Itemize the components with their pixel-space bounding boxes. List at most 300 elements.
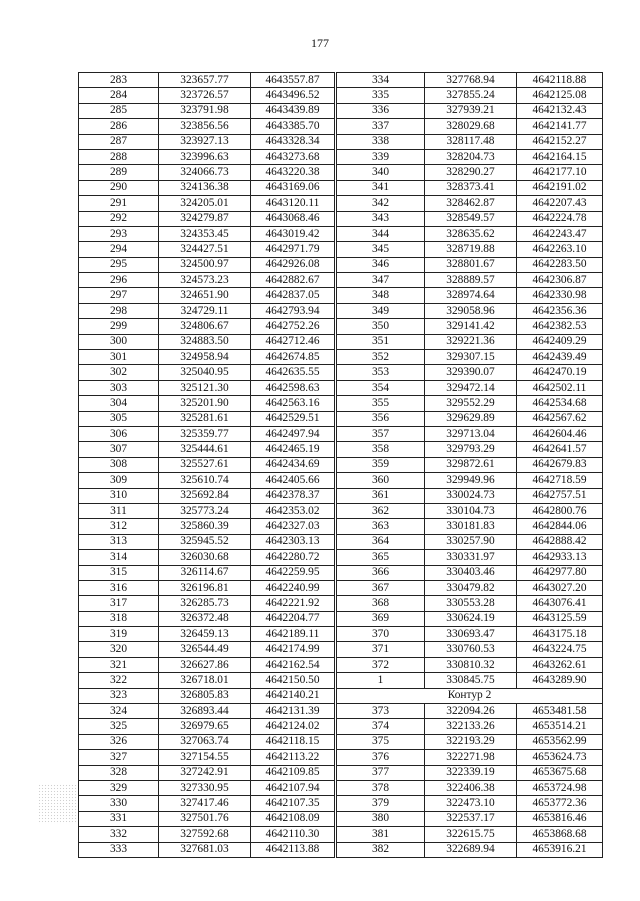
point-number: 310 xyxy=(79,488,159,503)
table-row xyxy=(79,796,335,811)
point-number: 300 xyxy=(79,334,159,349)
y-coordinate: 4642150.50 xyxy=(251,673,335,688)
x-coordinate: 329552.29 xyxy=(425,396,517,411)
y-coordinate: 4643262.61 xyxy=(517,657,603,672)
y-coordinate: 4642132.43 xyxy=(517,103,603,118)
table-row xyxy=(79,165,335,180)
table-row xyxy=(79,242,335,257)
point-number: 343 xyxy=(337,211,425,226)
y-coordinate: 4642439.49 xyxy=(517,350,603,365)
table-row xyxy=(79,73,335,88)
y-coordinate: 4643125.59 xyxy=(517,611,603,626)
y-coordinate: 4653514.21 xyxy=(517,719,603,734)
x-coordinate: 329390.07 xyxy=(425,365,517,380)
x-coordinate: 325444.61 xyxy=(159,442,251,457)
table-row xyxy=(337,242,603,257)
x-coordinate: 324573.23 xyxy=(159,273,251,288)
point-number: 370 xyxy=(337,627,425,642)
y-coordinate: 4642118.15 xyxy=(251,734,335,749)
table-row xyxy=(79,734,335,749)
table-row xyxy=(79,88,335,103)
point-number: 359 xyxy=(337,457,425,472)
y-coordinate: 4653772.36 xyxy=(517,796,603,811)
table-row xyxy=(337,704,603,719)
table-row xyxy=(79,503,335,518)
y-coordinate: 4642263.10 xyxy=(517,242,603,257)
x-coordinate: 326030.68 xyxy=(159,550,251,565)
table-row xyxy=(79,457,335,472)
point-number: 313 xyxy=(79,534,159,549)
point-number: 320 xyxy=(79,642,159,657)
y-coordinate: 4642125.08 xyxy=(517,88,603,103)
point-number: 321 xyxy=(79,657,159,672)
x-coordinate: 329141.42 xyxy=(425,319,517,334)
y-coordinate: 4642604.46 xyxy=(517,426,603,441)
x-coordinate: 324958.94 xyxy=(159,350,251,365)
point-number: 380 xyxy=(337,811,425,826)
x-coordinate: 325945.52 xyxy=(159,534,251,549)
y-coordinate: 4642177.10 xyxy=(517,165,603,180)
point-number: 328 xyxy=(79,765,159,780)
y-coordinate: 4642563.16 xyxy=(251,396,335,411)
y-coordinate: 4642409.29 xyxy=(517,334,603,349)
y-coordinate: 4653675.68 xyxy=(517,765,603,780)
table-row xyxy=(79,765,335,780)
table-row xyxy=(79,519,335,534)
x-coordinate: 325773.24 xyxy=(159,503,251,518)
point-number: 326 xyxy=(79,734,159,749)
point-number: 376 xyxy=(337,750,425,765)
x-coordinate: 330104.73 xyxy=(425,503,517,518)
point-number: 356 xyxy=(337,411,425,426)
y-coordinate: 4642882.67 xyxy=(251,273,335,288)
x-coordinate: 326114.67 xyxy=(159,565,251,580)
table-row xyxy=(337,642,603,657)
table-row xyxy=(79,380,335,395)
x-coordinate: 329629.89 xyxy=(425,411,517,426)
table-row xyxy=(79,811,335,826)
table-row xyxy=(337,457,603,472)
x-coordinate: 330760.53 xyxy=(425,642,517,657)
x-coordinate: 329793.29 xyxy=(425,442,517,457)
table-row xyxy=(79,365,335,380)
point-number: 283 xyxy=(79,73,159,88)
x-coordinate: 324353.45 xyxy=(159,226,251,241)
table-row xyxy=(337,288,603,303)
point-number: 335 xyxy=(337,88,425,103)
table-row xyxy=(79,196,335,211)
point-number: 336 xyxy=(337,103,425,118)
y-coordinate: 4642502.11 xyxy=(517,380,603,395)
coordinates-table-left xyxy=(78,72,335,858)
x-coordinate: 322615.75 xyxy=(425,827,517,842)
point-number: 327 xyxy=(79,750,159,765)
y-coordinate: 4642141.77 xyxy=(517,119,603,134)
point-number: 358 xyxy=(337,442,425,457)
y-coordinate: 4642280.72 xyxy=(251,550,335,565)
point-number: 304 xyxy=(79,396,159,411)
table-row xyxy=(79,704,335,719)
table-row xyxy=(337,165,603,180)
table-row xyxy=(79,226,335,241)
point-number: 296 xyxy=(79,273,159,288)
x-coordinate: 328117.48 xyxy=(425,134,517,149)
table-row xyxy=(337,534,603,549)
x-coordinate: 330693.47 xyxy=(425,627,517,642)
point-number: 301 xyxy=(79,350,159,365)
y-coordinate: 4643027.20 xyxy=(517,580,603,595)
point-number: 289 xyxy=(79,165,159,180)
table-row xyxy=(337,827,603,842)
table-row xyxy=(337,842,603,857)
y-coordinate: 4642378.37 xyxy=(251,488,335,503)
table-row xyxy=(79,411,335,426)
y-coordinate: 4642674.85 xyxy=(251,350,335,365)
point-number: 288 xyxy=(79,149,159,164)
table-row xyxy=(337,103,603,118)
table-row xyxy=(79,596,335,611)
table-row xyxy=(337,411,603,426)
y-coordinate: 4643019.42 xyxy=(251,226,335,241)
point-number: 307 xyxy=(79,442,159,457)
point-number: 292 xyxy=(79,211,159,226)
point-number: 309 xyxy=(79,473,159,488)
point-number: 324 xyxy=(79,704,159,719)
table-row xyxy=(79,134,335,149)
y-coordinate: 4642113.88 xyxy=(251,842,335,857)
y-coordinate: 4642844.06 xyxy=(517,519,603,534)
point-number: 315 xyxy=(79,565,159,580)
table-row xyxy=(337,257,603,272)
x-coordinate: 327681.03 xyxy=(159,842,251,857)
table-row xyxy=(79,580,335,595)
point-number: 305 xyxy=(79,411,159,426)
x-coordinate: 328029.68 xyxy=(425,119,517,134)
x-coordinate: 329949.96 xyxy=(425,473,517,488)
point-number: 337 xyxy=(337,119,425,134)
table-row xyxy=(79,180,335,195)
table-row xyxy=(337,226,603,241)
point-number: 297 xyxy=(79,288,159,303)
x-coordinate: 325201.90 xyxy=(159,396,251,411)
table-row xyxy=(337,473,603,488)
table-row xyxy=(79,488,335,503)
point-number: 352 xyxy=(337,350,425,365)
y-coordinate: 4642164.15 xyxy=(517,149,603,164)
point-number: 295 xyxy=(79,257,159,272)
x-coordinate: 322537.17 xyxy=(425,811,517,826)
x-coordinate: 323856.56 xyxy=(159,119,251,134)
table-row xyxy=(79,103,335,118)
table-row xyxy=(79,750,335,765)
y-coordinate: 4643120.11 xyxy=(251,196,335,211)
x-coordinate: 329307.15 xyxy=(425,350,517,365)
y-coordinate: 4643385.70 xyxy=(251,119,335,134)
point-number: 381 xyxy=(337,827,425,842)
point-number: 351 xyxy=(337,334,425,349)
point-number: 290 xyxy=(79,180,159,195)
x-coordinate: 325860.39 xyxy=(159,519,251,534)
y-coordinate: 4643289.90 xyxy=(517,673,603,688)
y-coordinate: 4642327.03 xyxy=(251,519,335,534)
table-row xyxy=(337,796,603,811)
y-coordinate: 4642534.68 xyxy=(517,396,603,411)
table-row xyxy=(337,134,603,149)
point-number: 374 xyxy=(337,719,425,734)
x-coordinate: 323996.63 xyxy=(159,149,251,164)
x-coordinate: 329872.61 xyxy=(425,457,517,472)
point-number: 364 xyxy=(337,534,425,549)
x-coordinate: 328204.73 xyxy=(425,149,517,164)
table-row xyxy=(79,334,335,349)
y-coordinate: 4642837.05 xyxy=(251,288,335,303)
x-coordinate: 326544.49 xyxy=(159,642,251,657)
y-coordinate: 4642382.53 xyxy=(517,319,603,334)
table-row xyxy=(79,719,335,734)
y-coordinate: 4642224.78 xyxy=(517,211,603,226)
point-number: 365 xyxy=(337,550,425,565)
y-coordinate: 4643496.52 xyxy=(251,88,335,103)
x-coordinate: 325692.84 xyxy=(159,488,251,503)
x-coordinate: 328889.57 xyxy=(425,273,517,288)
point-number: 303 xyxy=(79,380,159,395)
x-coordinate: 328290.27 xyxy=(425,165,517,180)
x-coordinate: 328373.41 xyxy=(425,180,517,195)
x-coordinate: 328462.87 xyxy=(425,196,517,211)
y-coordinate: 4642712.46 xyxy=(251,334,335,349)
point-number: 353 xyxy=(337,365,425,380)
y-coordinate: 4643273.68 xyxy=(251,149,335,164)
y-coordinate: 4642204.77 xyxy=(251,611,335,626)
y-coordinate: 4642718.59 xyxy=(517,473,603,488)
table-row xyxy=(337,88,603,103)
table-row xyxy=(337,503,603,518)
y-coordinate: 4653562.99 xyxy=(517,734,603,749)
point-number: 287 xyxy=(79,134,159,149)
point-number: 344 xyxy=(337,226,425,241)
point-number: 323 xyxy=(79,688,159,703)
table-row xyxy=(337,750,603,765)
point-number: 348 xyxy=(337,288,425,303)
y-coordinate: 4643224.75 xyxy=(517,642,603,657)
x-coordinate: 326718.01 xyxy=(159,673,251,688)
y-coordinate: 4642107.35 xyxy=(251,796,335,811)
point-number: 362 xyxy=(337,503,425,518)
table-row xyxy=(79,827,335,842)
y-coordinate: 4642757.51 xyxy=(517,488,603,503)
x-coordinate: 327154.55 xyxy=(159,750,251,765)
table-row xyxy=(337,426,603,441)
point-number: 294 xyxy=(79,242,159,257)
point-number: 345 xyxy=(337,242,425,257)
table-row xyxy=(79,550,335,565)
point-number: 299 xyxy=(79,319,159,334)
x-coordinate: 327855.24 xyxy=(425,88,517,103)
table-row xyxy=(337,519,603,534)
x-coordinate: 324136.38 xyxy=(159,180,251,195)
y-coordinate: 4642888.42 xyxy=(517,534,603,549)
y-coordinate: 4653916.21 xyxy=(517,842,603,857)
x-coordinate: 325121.30 xyxy=(159,380,251,395)
point-number: 368 xyxy=(337,596,425,611)
x-coordinate: 327330.95 xyxy=(159,780,251,795)
table-row xyxy=(337,365,603,380)
table-row xyxy=(337,596,603,611)
point-number: 340 xyxy=(337,165,425,180)
x-coordinate: 324066.73 xyxy=(159,165,251,180)
x-coordinate: 330331.97 xyxy=(425,550,517,565)
table-row xyxy=(79,534,335,549)
y-coordinate: 4642793.94 xyxy=(251,303,335,318)
table-row xyxy=(79,673,335,688)
y-coordinate: 4642330.98 xyxy=(517,288,603,303)
point-number: 360 xyxy=(337,473,425,488)
y-coordinate: 4642306.87 xyxy=(517,273,603,288)
point-number: 312 xyxy=(79,519,159,534)
y-coordinate: 4653868.68 xyxy=(517,827,603,842)
x-coordinate: 326285.73 xyxy=(159,596,251,611)
point-number: 342 xyxy=(337,196,425,211)
section-label: Контур 2 xyxy=(337,688,603,703)
x-coordinate: 330553.28 xyxy=(425,596,517,611)
table-row xyxy=(79,273,335,288)
x-coordinate: 322133.26 xyxy=(425,719,517,734)
x-coordinate: 325359.77 xyxy=(159,426,251,441)
point-number: 341 xyxy=(337,180,425,195)
point-number: 338 xyxy=(337,134,425,149)
point-number: 1 xyxy=(337,673,425,688)
x-coordinate: 329472.14 xyxy=(425,380,517,395)
y-coordinate: 4642303.13 xyxy=(251,534,335,549)
table-row xyxy=(79,303,335,318)
y-coordinate: 4642131.39 xyxy=(251,704,335,719)
x-coordinate: 323791.98 xyxy=(159,103,251,118)
x-coordinate: 326459.13 xyxy=(159,627,251,642)
point-number: 372 xyxy=(337,657,425,672)
y-coordinate: 4642933.13 xyxy=(517,550,603,565)
x-coordinate: 328974.64 xyxy=(425,288,517,303)
y-coordinate: 4642356.36 xyxy=(517,303,603,318)
x-coordinate: 324427.51 xyxy=(159,242,251,257)
x-coordinate: 329221.36 xyxy=(425,334,517,349)
point-number: 369 xyxy=(337,611,425,626)
y-coordinate: 4642240.99 xyxy=(251,580,335,595)
point-number: 346 xyxy=(337,257,425,272)
table-row xyxy=(79,119,335,134)
table-row xyxy=(337,442,603,457)
table-row xyxy=(337,780,603,795)
section-row xyxy=(337,688,603,703)
y-coordinate: 4653816.46 xyxy=(517,811,603,826)
y-coordinate: 4642598.63 xyxy=(251,380,335,395)
table-row xyxy=(79,642,335,657)
table-row xyxy=(79,442,335,457)
y-coordinate: 4642470.19 xyxy=(517,365,603,380)
point-number: 363 xyxy=(337,519,425,534)
table-row xyxy=(79,350,335,365)
table-row xyxy=(337,627,603,642)
point-number: 377 xyxy=(337,765,425,780)
point-number: 302 xyxy=(79,365,159,380)
y-coordinate: 4642971.79 xyxy=(251,242,335,257)
table-row xyxy=(337,350,603,365)
point-number: 379 xyxy=(337,796,425,811)
y-coordinate: 4642635.55 xyxy=(251,365,335,380)
table-row xyxy=(79,211,335,226)
point-number: 285 xyxy=(79,103,159,118)
point-number: 355 xyxy=(337,396,425,411)
x-coordinate: 328719.88 xyxy=(425,242,517,257)
table-row xyxy=(337,657,603,672)
point-number: 329 xyxy=(79,780,159,795)
table-row xyxy=(79,396,335,411)
table-row xyxy=(337,488,603,503)
y-coordinate: 4643220.38 xyxy=(251,165,335,180)
x-coordinate: 324806.67 xyxy=(159,319,251,334)
x-coordinate: 330479.82 xyxy=(425,580,517,595)
point-number: 314 xyxy=(79,550,159,565)
point-number: 286 xyxy=(79,119,159,134)
table-row xyxy=(337,73,603,88)
x-coordinate: 330403.46 xyxy=(425,565,517,580)
point-number: 331 xyxy=(79,811,159,826)
table-row xyxy=(337,550,603,565)
table-row xyxy=(79,288,335,303)
table-row xyxy=(79,426,335,441)
y-coordinate: 4642243.47 xyxy=(517,226,603,241)
y-coordinate: 4642977.80 xyxy=(517,565,603,580)
table-row xyxy=(337,673,603,688)
point-number: 354 xyxy=(337,380,425,395)
table-row xyxy=(337,196,603,211)
table-row xyxy=(79,627,335,642)
point-number: 378 xyxy=(337,780,425,795)
x-coordinate: 326196.81 xyxy=(159,580,251,595)
y-coordinate: 4642189.11 xyxy=(251,627,335,642)
x-coordinate: 326805.83 xyxy=(159,688,251,703)
x-coordinate: 329058.96 xyxy=(425,303,517,318)
scan-artifact xyxy=(38,784,78,824)
point-number: 308 xyxy=(79,457,159,472)
x-coordinate: 328549.57 xyxy=(425,211,517,226)
x-coordinate: 327417.46 xyxy=(159,796,251,811)
table-row xyxy=(337,119,603,134)
y-coordinate: 4642465.19 xyxy=(251,442,335,457)
point-number: 284 xyxy=(79,88,159,103)
y-coordinate: 4642113.22 xyxy=(251,750,335,765)
x-coordinate: 330810.32 xyxy=(425,657,517,672)
x-coordinate: 329713.04 xyxy=(425,426,517,441)
table-row xyxy=(337,611,603,626)
x-coordinate: 322689.94 xyxy=(425,842,517,857)
table-row xyxy=(337,765,603,780)
table-row xyxy=(79,780,335,795)
x-coordinate: 326893.44 xyxy=(159,704,251,719)
point-number: 334 xyxy=(337,73,425,88)
x-coordinate: 324651.90 xyxy=(159,288,251,303)
y-coordinate: 4643169.06 xyxy=(251,180,335,195)
x-coordinate: 324279.87 xyxy=(159,211,251,226)
y-coordinate: 4653481.58 xyxy=(517,704,603,719)
x-coordinate: 330024.73 xyxy=(425,488,517,503)
x-coordinate: 322339.19 xyxy=(425,765,517,780)
point-number: 367 xyxy=(337,580,425,595)
point-number: 357 xyxy=(337,426,425,441)
y-coordinate: 4642679.83 xyxy=(517,457,603,472)
point-number: 322 xyxy=(79,673,159,688)
point-number: 325 xyxy=(79,719,159,734)
table-row xyxy=(337,580,603,595)
